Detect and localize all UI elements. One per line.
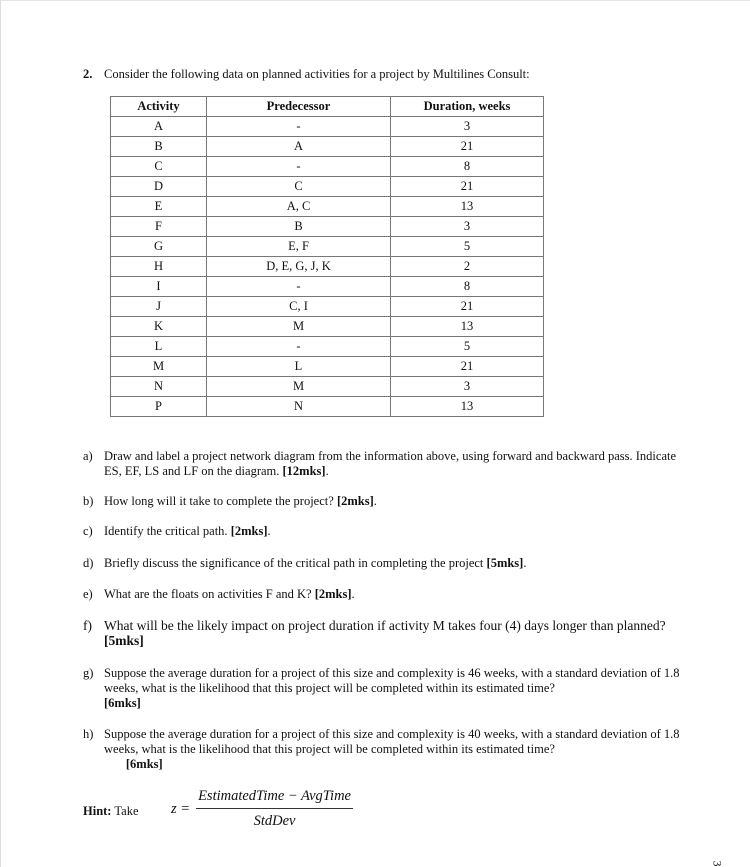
cell-activity: B <box>111 137 207 157</box>
question-text: Draw and label a project network diagram from the information above, using forward and backward pass. Indicate ES, EF, LS and LF on the diagram. <box>104 449 677 478</box>
question-punct: . <box>325 464 329 478</box>
cell-activity: L <box>111 337 207 357</box>
cell-predecessor: - <box>207 117 391 137</box>
cell-predecessor: - <box>207 337 391 357</box>
cell-duration: 13 <box>391 397 544 417</box>
cell-predecessor: A, C <box>207 197 391 217</box>
activity-table <box>110 96 544 417</box>
question-intro: Consider the following data on planned activities for a project by Multilines Consult: <box>104 67 530 81</box>
cell-activity: E <box>111 197 207 217</box>
cell-duration: 13 <box>391 197 544 217</box>
table-row <box>111 177 544 197</box>
cell-activity: F <box>111 217 207 237</box>
question-marks: [5mks] <box>486 556 524 570</box>
cell-predecessor: - <box>207 157 391 177</box>
table-row <box>111 317 544 337</box>
cell-activity: P <box>111 397 207 417</box>
cell-duration: 8 <box>391 157 544 177</box>
header-duration: Duration, weeks <box>391 97 544 117</box>
question-label: h) <box>83 727 94 741</box>
cell-predecessor: L <box>207 357 391 377</box>
cell-predecessor: M <box>207 317 391 337</box>
question-marks: [6mks] <box>125 757 163 771</box>
question-text: What will be the likely impact on project duration if activity M takes four (4) days longer than planned? <box>104 618 666 633</box>
cell-activity: A <box>111 117 207 137</box>
question-marks: [6mks] <box>104 696 141 710</box>
table-row <box>111 357 544 377</box>
question-number: 2. <box>83 67 93 81</box>
table-row <box>111 197 544 217</box>
question-item <box>83 618 683 648</box>
table-row <box>111 337 544 357</box>
table-row <box>111 377 544 397</box>
table-row <box>111 237 544 257</box>
cell-duration: 21 <box>391 137 544 157</box>
table-header-row <box>111 97 544 117</box>
cell-duration: 13 <box>391 317 544 337</box>
header-predecessor: Predecessor <box>207 97 391 117</box>
header-activity: Activity <box>111 97 207 117</box>
formula-lhs: z = <box>171 800 191 817</box>
cell-predecessor: M <box>207 377 391 397</box>
cell-duration: 5 <box>391 237 544 257</box>
question-label: g) <box>83 666 94 680</box>
cell-activity: C <box>111 157 207 177</box>
cell-duration: 8 <box>391 277 544 297</box>
question-item <box>83 556 683 571</box>
table-row <box>111 257 544 277</box>
formula-numerator: EstimatedTime − AvgTime <box>196 788 353 809</box>
cell-activity: H <box>111 257 207 277</box>
question-text: How long will it take to complete the project? <box>104 494 334 508</box>
cell-activity: I <box>111 277 207 297</box>
question-item <box>83 494 683 509</box>
question-punct: . <box>523 556 527 570</box>
question-label: d) <box>83 556 94 570</box>
cell-predecessor: - <box>207 277 391 297</box>
cell-predecessor: E, F <box>207 237 391 257</box>
question-item <box>83 666 683 711</box>
hint <box>83 804 139 819</box>
table-row <box>111 117 544 137</box>
cell-predecessor: N <box>207 397 391 417</box>
table-row <box>111 157 544 177</box>
question-marks: [5mks] <box>104 633 144 648</box>
question-marks: [2mks] <box>336 494 374 508</box>
question-text: Briefly discuss the significance of the critical path in completing the project <box>104 556 484 570</box>
hint-text: Take <box>111 804 139 818</box>
formula-denominator: StdDev <box>253 813 296 829</box>
z-formula <box>171 788 353 830</box>
question-punct: . <box>373 494 377 508</box>
hint-label: Hint: <box>83 804 112 818</box>
question-item <box>83 449 683 479</box>
question-text: Identify the critical path. <box>104 524 228 538</box>
question-text: Suppose the average duration for a project of this size and complexity is 40 weeks, with a standard deviation of 1.8 weeks, what is the likelihood that this project will be completed within its estimated time? <box>104 727 680 756</box>
cell-predecessor: D, E, G, J, K <box>207 257 391 277</box>
question-label: c) <box>83 524 93 538</box>
question-item <box>83 727 683 772</box>
table-row <box>111 137 544 157</box>
question-item <box>83 587 683 602</box>
cell-activity: G <box>111 237 207 257</box>
cell-activity: M <box>111 357 207 377</box>
cell-activity: N <box>111 377 207 397</box>
question-marks: [2mks] <box>314 587 352 601</box>
cell-predecessor: A <box>207 137 391 157</box>
question-label: f) <box>83 618 92 633</box>
question-label: e) <box>83 587 93 601</box>
question-label: b) <box>83 494 94 508</box>
question-punct: . <box>267 524 271 538</box>
question-punct: . <box>351 587 355 601</box>
cell-duration: 3 <box>391 217 544 237</box>
cell-duration: 3 <box>391 377 544 397</box>
cell-activity: D <box>111 177 207 197</box>
question-marks: [2mks] <box>230 524 268 538</box>
table-row <box>111 397 544 417</box>
page-number: 3 <box>710 860 725 867</box>
cell-duration: 21 <box>391 357 544 377</box>
question-text: Suppose the average duration for a project of this size and complexity is 46 weeks, with a standard deviation of 1.8 weeks, what is the likelihood that this project will be completed within its estimated time? <box>104 666 680 695</box>
cell-duration: 3 <box>391 117 544 137</box>
question-marks: [12mks] <box>282 464 326 478</box>
cell-duration: 2 <box>391 257 544 277</box>
cell-duration: 5 <box>391 337 544 357</box>
cell-predecessor: B <box>207 217 391 237</box>
cell-duration: 21 <box>391 297 544 317</box>
table-row <box>111 217 544 237</box>
table-row <box>111 297 544 317</box>
cell-activity: K <box>111 317 207 337</box>
table-row <box>111 277 544 297</box>
question-text: What are the floats on activities F and K? <box>104 587 312 601</box>
cell-predecessor: C <box>207 177 391 197</box>
question-label: a) <box>83 449 93 463</box>
cell-activity: J <box>111 297 207 317</box>
question-item <box>83 524 683 539</box>
cell-predecessor: C, I <box>207 297 391 317</box>
cell-duration: 21 <box>391 177 544 197</box>
